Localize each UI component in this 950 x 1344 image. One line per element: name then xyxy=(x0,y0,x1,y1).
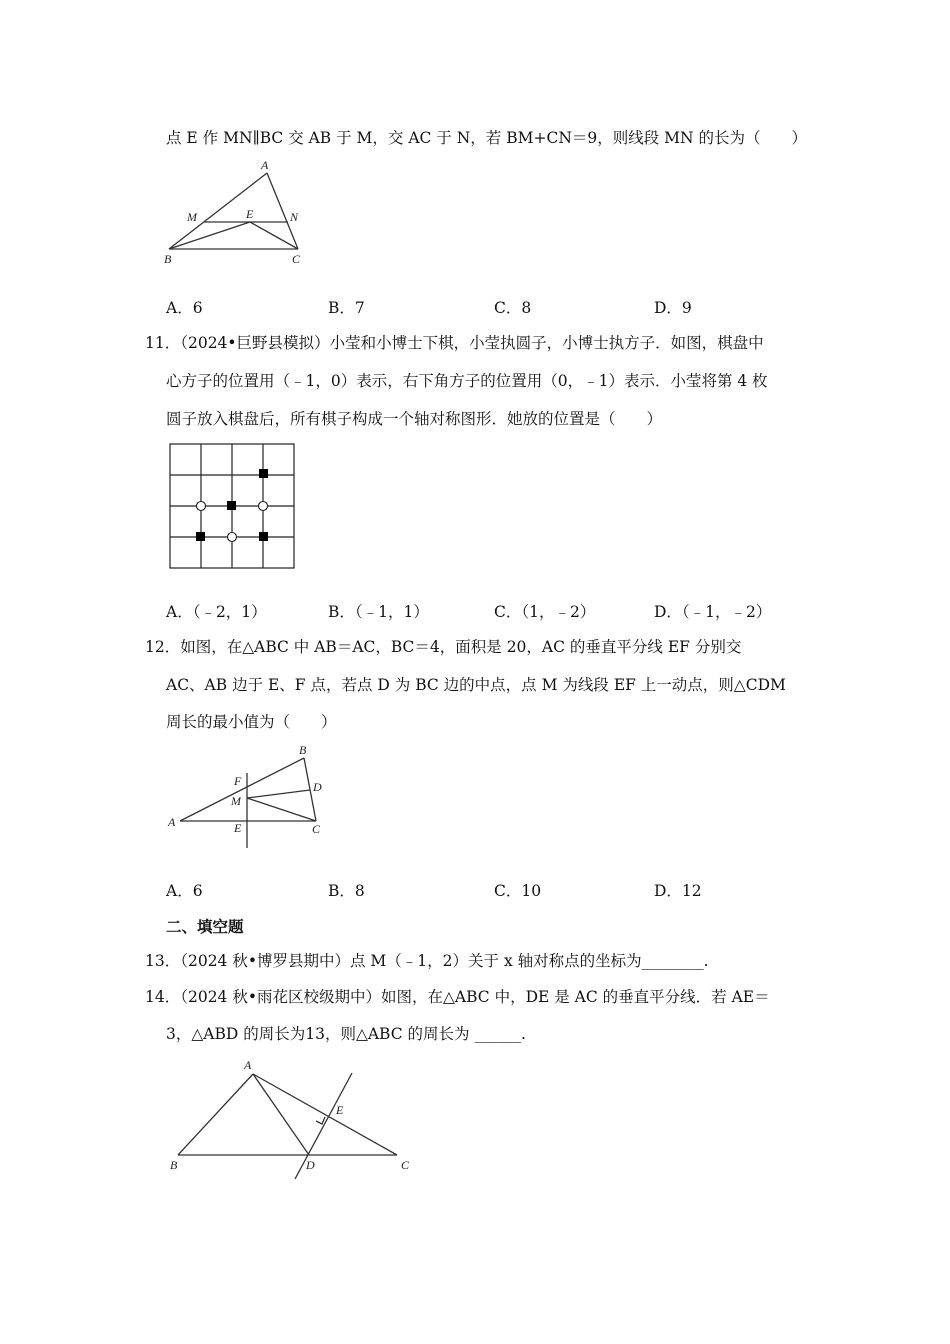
section-title: 二、填空题 xyxy=(166,918,244,936)
round-piece-icon xyxy=(197,502,206,511)
q14-label-e: E xyxy=(336,1103,344,1117)
round-piece-icon xyxy=(259,502,268,511)
q12-label-c: C xyxy=(312,822,321,836)
q14-line-2: 3，△ABD 的周长为13，则△ABC 的周长为 ______. xyxy=(166,1025,526,1043)
q10-label-e: E xyxy=(246,207,254,221)
q11-chessboard-figure xyxy=(168,441,300,571)
q12-option-b: B．8 xyxy=(328,882,365,900)
q10-triangle-figure xyxy=(160,155,310,270)
square-piece-icon xyxy=(259,532,268,541)
q12-label-f: F xyxy=(234,774,242,788)
q11-line-3: 圆子放入棋盘后，所有棋子构成一个轴对称图形．她放的位置是（ ） xyxy=(166,410,663,428)
q10-label-b: B xyxy=(164,252,172,266)
q10-label-a: A xyxy=(261,158,269,172)
square-piece-icon xyxy=(196,532,205,541)
q14-line-1: 14．（2024 秋•雨花区校级期中）如图，在△ABC 中，DE 是 AC 的垂直平分线．若 AE＝ xyxy=(145,988,770,1006)
q12-line-1: 12．如图，在△ABC 中 AB＝AC，BC＝4，面积是 20，AC 的垂直平分线 EF 分别交 xyxy=(145,638,742,656)
q10-text: 点 E 作 MN∥BC 交 AB 于 M，交 AC 于 N，若 BM+CN＝9，则线段 MN 的长为（ ） xyxy=(166,129,808,147)
q12-option-d: D．12 xyxy=(654,882,702,900)
q10-option-c: C．8 xyxy=(494,299,532,317)
q14-triangle-figure xyxy=(160,1052,430,1187)
q12-triangle-figure xyxy=(162,740,337,855)
q11-line-1: 11．（2024•巨野县模拟）小莹和小博士下棋，小莹执圆子，小博士执方子．如图，棋盘中 xyxy=(145,334,764,352)
round-piece-icon xyxy=(228,533,237,542)
q11-option-c: C．（1，﹣2） xyxy=(494,603,596,621)
q10-option-a: A．6 xyxy=(166,299,203,317)
q12-label-d: D xyxy=(313,780,322,794)
q10-label-c: C xyxy=(292,252,301,266)
q11-option-d: D．（﹣1，﹣2） xyxy=(654,603,772,621)
q10-option-d: D．9 xyxy=(654,299,692,317)
q11-option-b: B．（﹣1，1） xyxy=(328,603,429,621)
q12-label-a: A xyxy=(168,815,176,829)
q12-option-a: A．6 xyxy=(166,882,203,900)
q12-line-2: AC、AB 边于 E、F 点，若点 D 为 BC 边的中点，点 M 为线段 EF 上一动点，则△CDM xyxy=(166,676,786,694)
square-piece-icon xyxy=(259,469,268,478)
q14-label-c: C xyxy=(401,1158,410,1172)
q12-label-m: M xyxy=(231,794,241,808)
q14-label-a: A xyxy=(244,1058,252,1072)
q13-text: 13．（2024 秋•博罗县期中）点 M（﹣1，2）关于 x 轴对称点的坐标为________. xyxy=(145,952,709,970)
q10-label-n: N xyxy=(290,210,299,224)
q12-label-e: E xyxy=(234,821,242,835)
q12-option-c: C．10 xyxy=(494,882,542,900)
q12-label-b: B xyxy=(299,743,307,757)
q11-line-2: 心方子的位置用（﹣1，0）表示，右下角方子的位置用（0，﹣1）表示．小莹将第 4 枚 xyxy=(166,372,768,390)
q11-option-a: A．（﹣2，1） xyxy=(166,603,267,621)
q10-label-m: M xyxy=(187,210,197,224)
q14-label-d: D xyxy=(306,1158,315,1172)
q12-line-3: 周长的最小值为（ ） xyxy=(166,713,337,731)
q14-label-b: B xyxy=(170,1158,178,1172)
q10-option-b: B．7 xyxy=(328,299,365,317)
square-piece-icon xyxy=(227,501,236,510)
